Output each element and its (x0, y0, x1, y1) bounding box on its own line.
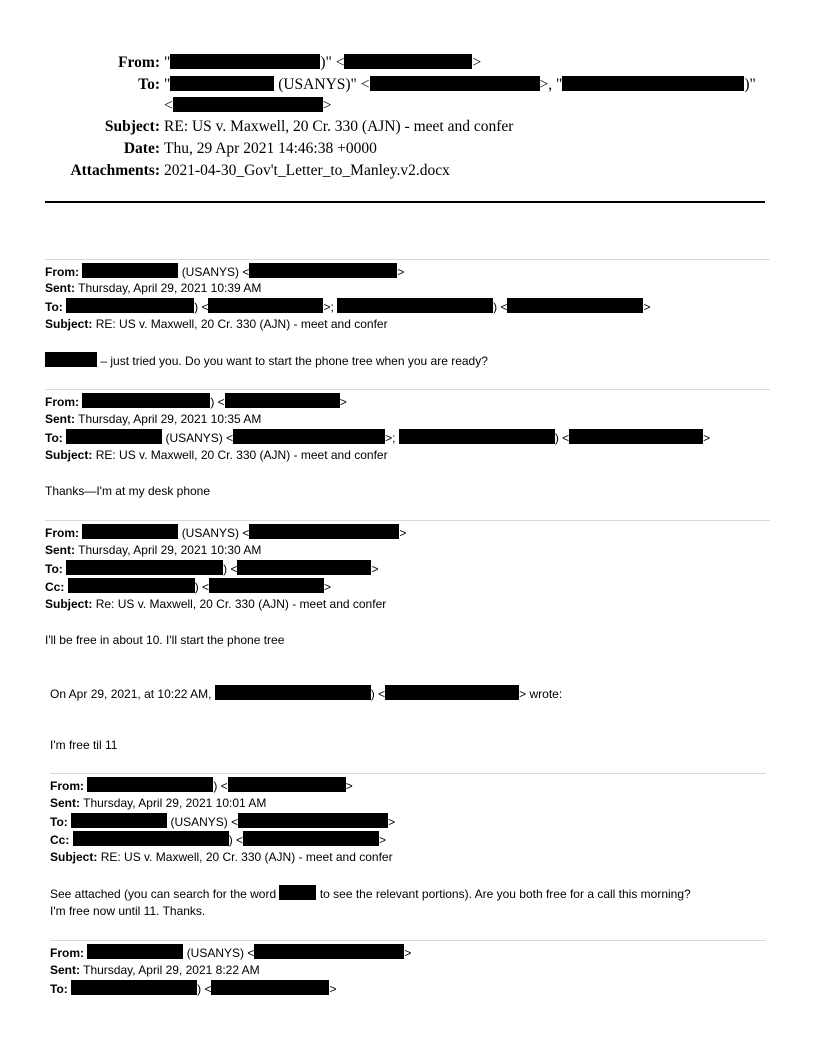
redaction-block (82, 524, 178, 539)
msg2-sent-line: Sent: Thursday, April 29, 2021 10:35 AM (45, 412, 262, 426)
quote-attribution: On Apr 29, 2021, at 10:22 AM, ) < > wrote: (50, 687, 563, 701)
redaction-block (249, 263, 397, 278)
msg3-cc-line: Cc: ) < > (45, 580, 332, 594)
header-from-value: " )" < > (164, 54, 482, 71)
msg5-to-line: To: ) < > (50, 982, 337, 996)
redaction-block (385, 685, 519, 700)
msg2-body: Thanks—I'm at my desk phone (45, 484, 211, 498)
msg4-body-line1: See attached (you can search for the word to see the relevant portions). Are you both free for a call this morning? (50, 887, 691, 901)
redaction-block (82, 263, 178, 278)
header-to-label: To: (138, 76, 160, 93)
header-date-label: Date: (123, 140, 160, 157)
redaction-block (173, 97, 323, 112)
msg3-from-line: From: (USANYS) < > (45, 526, 407, 540)
msg1-subject-line: Subject: RE: US v. Maxwell, 20 Cr. 330 (AJN) - meet and confer (45, 317, 388, 331)
redaction-block (170, 54, 320, 69)
header-date-value: Thu, 29 Apr 2021 14:46:38 +0000 (164, 140, 377, 157)
msg4-subject-line: Subject: RE: US v. Maxwell, 20 Cr. 330 (AJN) - meet and confer (50, 850, 393, 864)
msg5-sent-line: Sent: Thursday, April 29, 2021 8:22 AM (50, 963, 260, 977)
msg4-body-line2: I'm free now until 11. Thanks. (50, 904, 206, 918)
message-divider (45, 259, 770, 260)
redaction-block (87, 944, 183, 959)
msg3-to-line: To: ) < > (45, 562, 379, 576)
redaction-block (569, 429, 703, 444)
redaction-block (170, 76, 274, 91)
header-attachments-row (0, 160, 816, 182)
header-date-row (0, 138, 816, 160)
header-subject-value: RE: US v. Maxwell, 20 Cr. 330 (AJN) - meet and confer (164, 118, 514, 135)
redaction-block (73, 831, 229, 846)
header-subject-label: Subject: (104, 118, 160, 135)
redaction-block (215, 685, 371, 700)
message-divider (45, 389, 770, 390)
msg2-to-line: To: (USANYS) < >; ) < > (45, 431, 711, 445)
redaction-block (238, 813, 388, 828)
msg3-body: I'll be free in about 10. I'll start the phone tree (45, 633, 285, 647)
message-divider (45, 520, 770, 521)
msg1-to-line: To: ) < >; ) < > (45, 300, 651, 314)
message-divider (50, 940, 766, 941)
msg4-from-line: From: ) < > (50, 779, 353, 793)
redaction-block (399, 429, 555, 444)
redaction-block (562, 76, 744, 91)
msg1-from-line: From: (USANYS) < > (45, 265, 405, 279)
redaction-block (71, 813, 167, 828)
message-divider (50, 773, 766, 774)
quote-body: I'm free til 11 (50, 738, 118, 752)
msg2-subject-line: Subject: RE: US v. Maxwell, 20 Cr. 330 (AJN) - meet and confer (45, 448, 388, 462)
msg5-from-line: From: (USANYS) < > (50, 946, 412, 960)
redaction-block (243, 831, 379, 846)
header-divider (45, 201, 765, 203)
redaction-block (370, 76, 540, 91)
header-to-value: " (USANYS)" < >, " )" (164, 76, 756, 93)
redaction-block (82, 393, 210, 408)
redaction-block (344, 54, 472, 69)
redaction-block (249, 524, 399, 539)
header-from-row (0, 52, 816, 74)
redaction-block (66, 429, 162, 444)
redaction-block (228, 777, 346, 792)
redaction-block (233, 429, 385, 444)
redaction-block (209, 578, 324, 593)
header-attachments-value[interactable]: 2021-04-30_Gov't_Letter_to_Manley.v2.docx (164, 162, 450, 179)
header-to-continued: < > (164, 97, 332, 114)
msg1-sent-line: Sent: Thursday, April 29, 2021 10:39 AM (45, 281, 262, 295)
redaction-block (279, 885, 316, 900)
header-subject-row (0, 116, 816, 138)
header-attachments-label: Attachments: (70, 162, 160, 179)
redaction-block (337, 298, 493, 313)
redaction-block (66, 560, 223, 575)
email-header (0, 52, 816, 182)
msg4-cc-line: Cc: ) < > (50, 833, 387, 847)
redaction-block (225, 393, 340, 408)
redaction-block (71, 980, 197, 995)
header-from-label: From: (118, 54, 160, 71)
msg3-sent-line: Sent: Thursday, April 29, 2021 10:30 AM (45, 543, 262, 557)
redaction-block (87, 777, 213, 792)
msg2-from-line: From: ) < > (45, 395, 347, 409)
redaction-block (45, 352, 97, 367)
msg1-body: – just tried you. Do you want to start the phone tree when you are ready? (45, 352, 488, 370)
msg3-subject-line: Subject: Re: US v. Maxwell, 20 Cr. 330 (AJN) - meet and confer (45, 597, 387, 611)
msg4-sent-line: Sent: Thursday, April 29, 2021 10:01 AM (50, 796, 267, 810)
redaction-block (237, 560, 371, 575)
redaction-block (208, 298, 323, 313)
header-to-row (0, 74, 816, 96)
redaction-block (254, 944, 404, 959)
redaction-block (68, 578, 195, 593)
msg4-to-line: To: (USANYS) < > (50, 815, 396, 829)
redaction-block (211, 980, 329, 995)
redaction-block (66, 298, 194, 313)
redaction-block (507, 298, 643, 313)
